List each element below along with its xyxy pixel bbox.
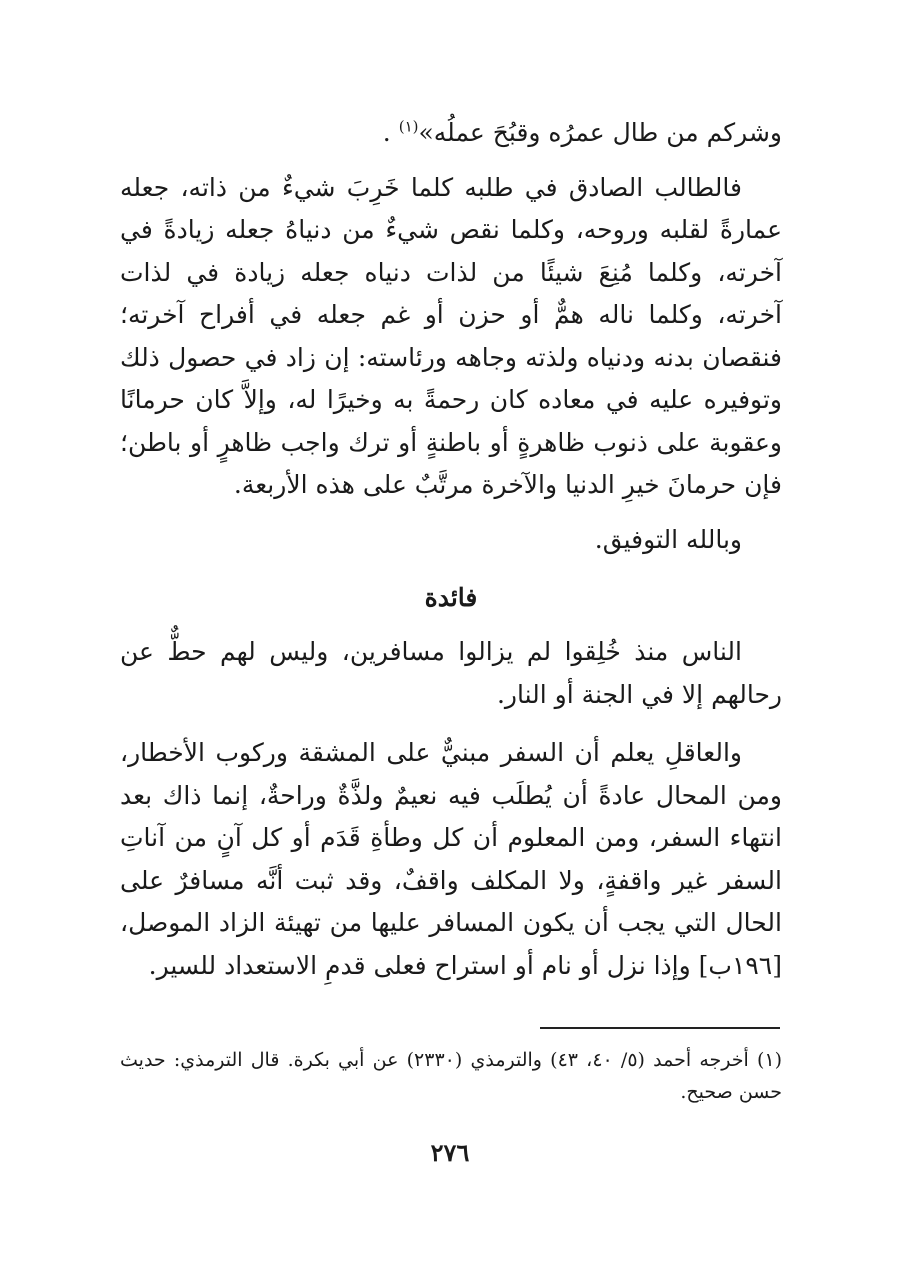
paragraph-2: فالطالب الصادق في طلبه كلما خَرِبَ شيءٌ من ذاته، جعله عمارةً لقلبه وروحه، وكلما نقص شيءٌ من دنياهُ جعله زيادةً في آخرته، وكلما مُنِعَ شيئًا من لذات دنياه جعله زيادة في لذات آخرته، وكلما ناله همٌّ أو حزن أو غم جعله في أفراح آخرته؛ فنقصان بدنه ودنياه ولذته وجاهه ورئاسته: إن زاد في حصول ذلك وتوفيره عليه في معاده كان رحمةً به وخيرًا له، وإلاَّ كان حرمانًا وعقوبة على ذنوب ظاهرةٍ أو باطنةٍ أو ترك واجب ظاهرٍ أو باطن؛ فإن حرمانَ خيرِ الدنيا والآخرة مرتَّبٌ على هذه الأربعة. — [120, 172, 783, 499]
paragraph-3: وبالله التوفيق. — [594, 524, 742, 554]
paragraph-1-end: . — [382, 118, 399, 147]
footnote: (١) أخرجه أحمد (٥/ ٤٠، ٤٣) والترمذي (٢٣٣٠) عن أبي بكرة. قال الترمذي: حديث حسن صحيح. — [120, 1049, 782, 1103]
paragraph-5: والعاقلِ يعلم أن السفر مبنيٌّ على المشقة وركوب الأخطار، ومن المحال عادةً أن يُطلَب فيه نعيمٌ ولذَّةٌ وراحةٌ، إنما ذاك بعد انتهاء السفر، ومن المعلوم أن كل وطأةِ قَدَم أو كل آنٍ من آناتِ السفر غير واقفةٍ، ولا المكلف واقفٌ، وقد ثبت أنَّه مسافرٌ على الحال التي يجب أن يكون المسافر عليها من تهيئة الزاد الموصل، [١٩٦ب] وإذا نزل أو نام أو استراح فعلى قدمِ الاستعداد للسير. — [120, 738, 782, 980]
footnote-reference[interactable]: (١) — [398, 117, 419, 136]
paragraph-4: الناس منذ خُلِقوا لم يزالوا مسافرين، وليس لهم حطٌّ عن رحالهم إلا في الجنة أو النار. — [120, 637, 782, 709]
page-number: ٢٧٦ — [430, 1138, 470, 1167]
footnote-separator — [540, 1027, 780, 1029]
paragraph-1 — [120, 112, 782, 155]
page-body — [120, 112, 782, 987]
paragraph-1-text: وشركم من طال عمرُه وقبُحَ عملُه» — [418, 118, 782, 147]
section-heading: فائدة — [424, 583, 478, 612]
